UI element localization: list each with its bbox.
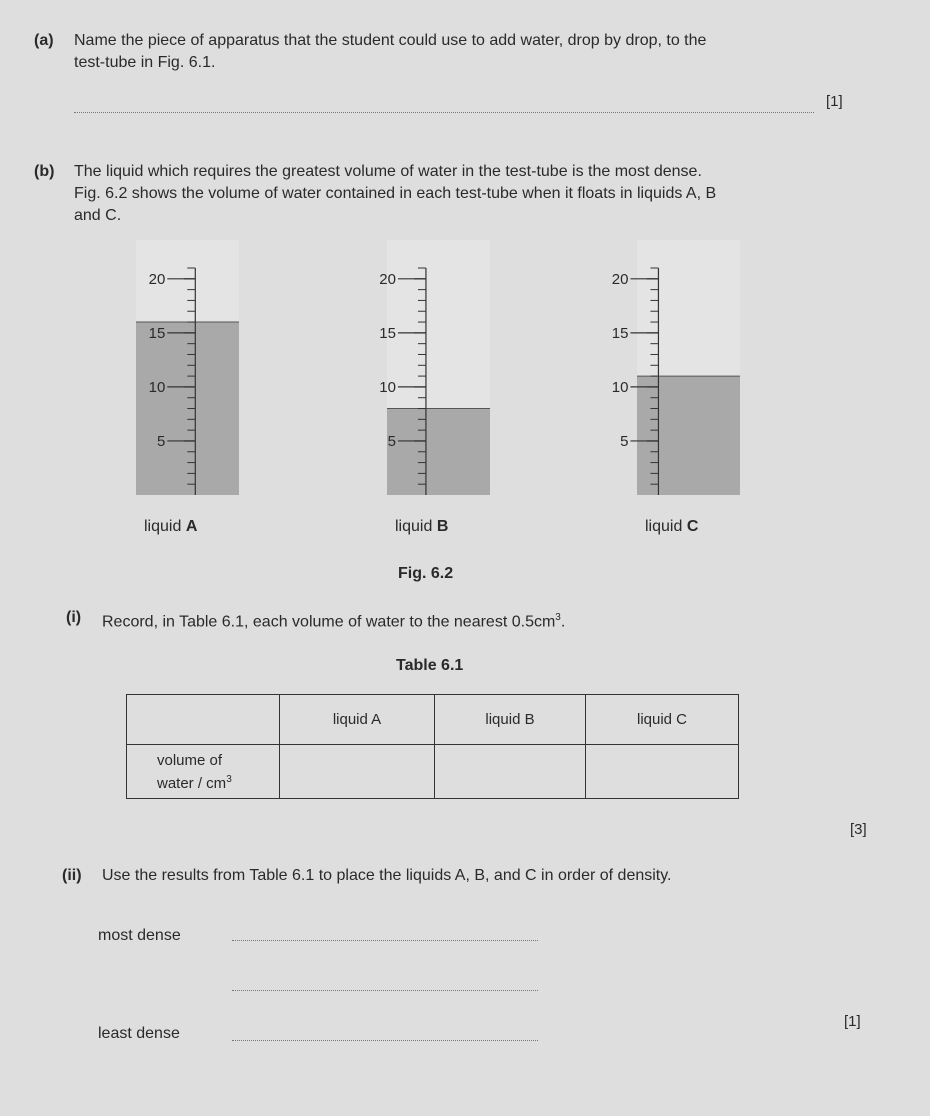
part-b-text-line2: Fig. 6.2 shows the volume of water contained in each test-tube when it floats in liquids A, B [74,185,717,202]
tube-b-scale-label: 10 [379,378,396,396]
tube-b-water [387,409,490,495]
tube-b-name: liquid B [395,518,449,535]
tube-a-name: liquid A [144,518,198,535]
part-i-unit: cm [533,613,556,631]
tube-c-scale-label: 15 [611,324,629,342]
row-label-line1: volume of [157,751,223,769]
least-dense-answer-line[interactable] [232,1040,538,1041]
part-a-mark: [1] [826,93,843,110]
middle-density-answer-line[interactable] [232,990,538,991]
part-i-text [102,608,565,632]
tube-a-scale-label: 5 [156,432,166,450]
table-cell-liquid-b-volume[interactable] [435,745,586,799]
part-ii-mark: [1] [844,1013,861,1030]
table-6-1 [126,694,739,799]
part-ii-label: (ii) [62,867,82,884]
part-i-period: . [560,613,566,631]
part-i-unit-sup: 3 [555,612,561,623]
table-cell-liquid-c-volume[interactable] [586,745,739,799]
least-dense-label: least dense [98,1025,180,1042]
tube-b-scale-label: 5 [387,432,396,450]
tube-a-scale-label: 20 [148,270,166,288]
tube-b-scale-label: 20 [379,270,396,288]
part-i-label: (i) [66,609,82,626]
part-a-question-line2: test-tube in Fig. 6.1. [74,54,216,71]
table-cell-liquid-a-volume[interactable] [280,745,435,799]
row-label-line2: water / $cm^3$ [157,773,232,792]
tube-c-scale-label: 20 [611,270,629,288]
fig-caption: Fig. 6.2 [398,565,454,582]
table-mark: [3] [850,821,867,838]
part-i-question: Record, in Table 6.1, each volume of water to the nearest 0.5 [102,613,534,631]
part-a-question-line1: Name the piece of apparatus that the student could use to add water, drop by drop, to the [74,32,707,49]
part-a-label: (a) [34,32,54,49]
part-b-label: (b) [34,163,55,180]
tube-a-scale-label: 15 [148,324,166,342]
most-dense-label: most dense [98,927,181,944]
table-header-row [127,695,739,745]
table-header-liquid-b: liquid B [435,695,586,745]
tube-a-scale-label: 10 [148,378,166,396]
fig-6-2-test-tubes [0,230,930,560]
table-volume-row [127,745,739,799]
table-title: Table 6.1 [396,657,464,674]
part-b-text-line1: The liquid which requires the greatest volume of water in the test-tube is the most dense. [74,163,702,180]
most-dense-answer-line[interactable] [232,940,538,941]
tube-c-water [637,376,740,495]
table-header-liquid-c: liquid C [586,695,739,745]
table-row-label [127,745,280,799]
part-ii-question: Use the results from Table 6.1 to place the liquids A, B, and C in order of density. [102,867,672,884]
table-header-empty [127,695,280,745]
tube-b-scale-label: 15 [379,324,396,342]
table-header-liquid-a: liquid A [280,695,435,745]
tube-c-name: liquid C [645,518,699,535]
part-b-text-line3: and C. [74,207,122,224]
tube-c-scale-label: 10 [611,378,629,396]
part-a-answer-line[interactable] [74,112,814,113]
tube-c-scale-label: 5 [620,432,629,450]
